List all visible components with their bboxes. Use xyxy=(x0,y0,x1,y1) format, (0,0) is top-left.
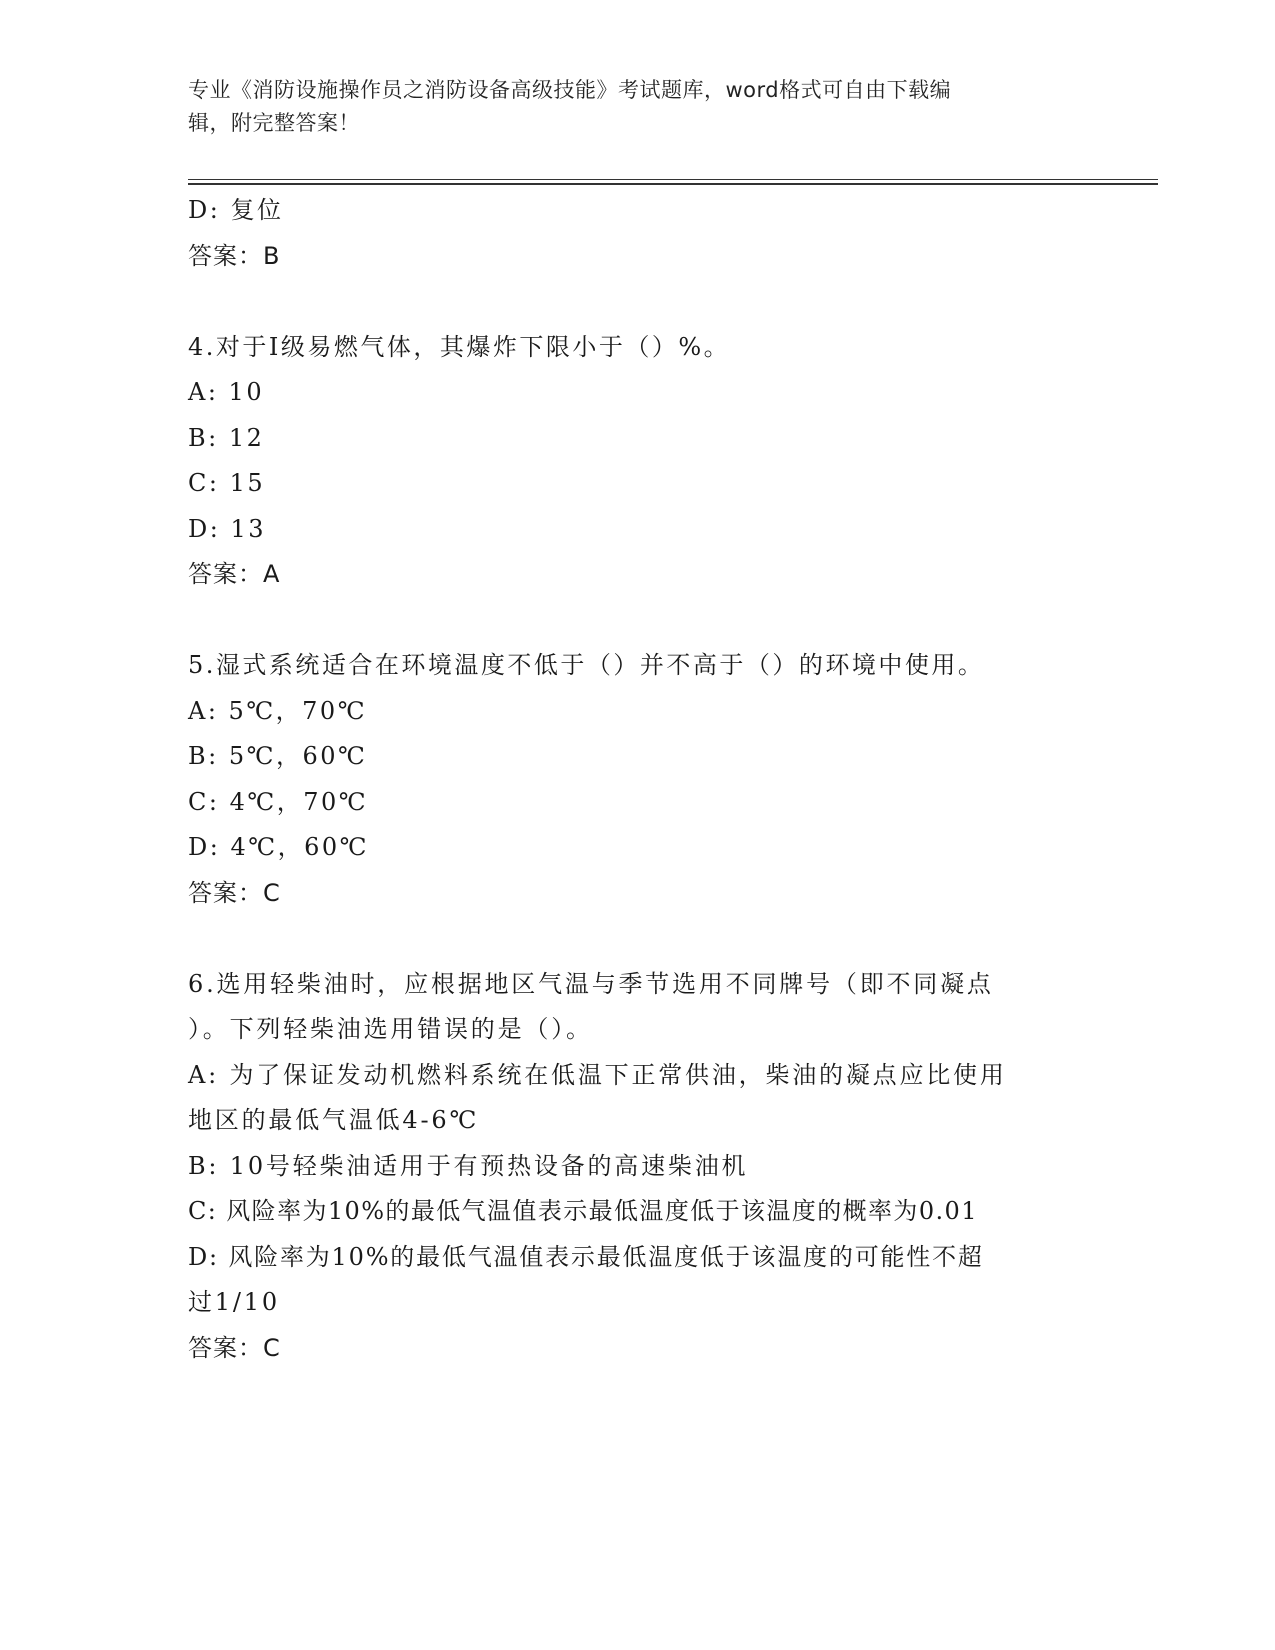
spacer xyxy=(188,279,1088,325)
option-a: A: 10 xyxy=(188,378,265,406)
option-d: D: 13 xyxy=(188,514,266,543)
answer-line: 答案：B xyxy=(188,241,281,270)
question-5 xyxy=(188,643,1088,916)
option-b: B: 5℃，60℃ xyxy=(188,742,368,770)
question-stem-line-1: 6.选用轻柴油时，应根据地区气温与季节选用不同牌号（即不同凝点 xyxy=(188,969,994,998)
option-d: D: 复位 xyxy=(188,196,284,224)
question-content xyxy=(188,188,1088,1371)
option-c: C: 15 xyxy=(188,469,266,497)
header-divider-thick xyxy=(188,183,1158,185)
option-c: C: 4℃，70℃ xyxy=(188,787,369,816)
option-b: B: 12 xyxy=(188,423,265,452)
header-line-2: 辑，附完整答案！ xyxy=(188,111,360,135)
answer-line: 答案：C xyxy=(188,878,281,907)
spacer xyxy=(188,598,1088,644)
option-d-line-1: D: 风险率为10%的最低气温值表示最低温度低于该温度的可能性不超 xyxy=(188,1242,984,1271)
option-d: D: 4℃，60℃ xyxy=(188,833,369,861)
answer-line: 答案：A xyxy=(188,560,281,588)
page-header xyxy=(188,74,1068,140)
option-a: A: 5℃，70℃ xyxy=(188,696,368,725)
header-line-1: 专业《消防设施操作员之消防设备高级技能》考试题库，word格式可自由下载编 xyxy=(188,78,952,102)
option-b: B: 10号轻柴油适用于有预热设备的高速柴油机 xyxy=(188,1151,749,1180)
option-c: C: 风险率为10%的最低气温值表示最低温度低于该温度的概率为0.01 xyxy=(188,1197,978,1225)
option-d-line-2: 过1/10 xyxy=(188,1288,280,1316)
question-stem: 5.湿式系统适合在环境温度不低于（）并不高于（）的环境中使用。 xyxy=(188,651,985,679)
question-stem: 4.对于Ⅰ级易燃气体，其爆炸下限小于（）%。 xyxy=(188,332,731,361)
option-a-line-2: 地区的最低气温低4-6℃ xyxy=(188,1106,480,1134)
question-6 xyxy=(188,962,1088,1372)
question-stem-line-2: ）。下列轻柴油选用错误的是（）。 xyxy=(188,1015,593,1043)
answer-line: 答案：C xyxy=(188,1333,281,1362)
question-4 xyxy=(188,325,1088,598)
header-divider xyxy=(188,179,1158,180)
option-a-line-1: A: 为了保证发动机燃料系统在低温下正常供油，柴油的凝点应比使用 xyxy=(188,1060,1007,1089)
spacer xyxy=(188,916,1088,962)
